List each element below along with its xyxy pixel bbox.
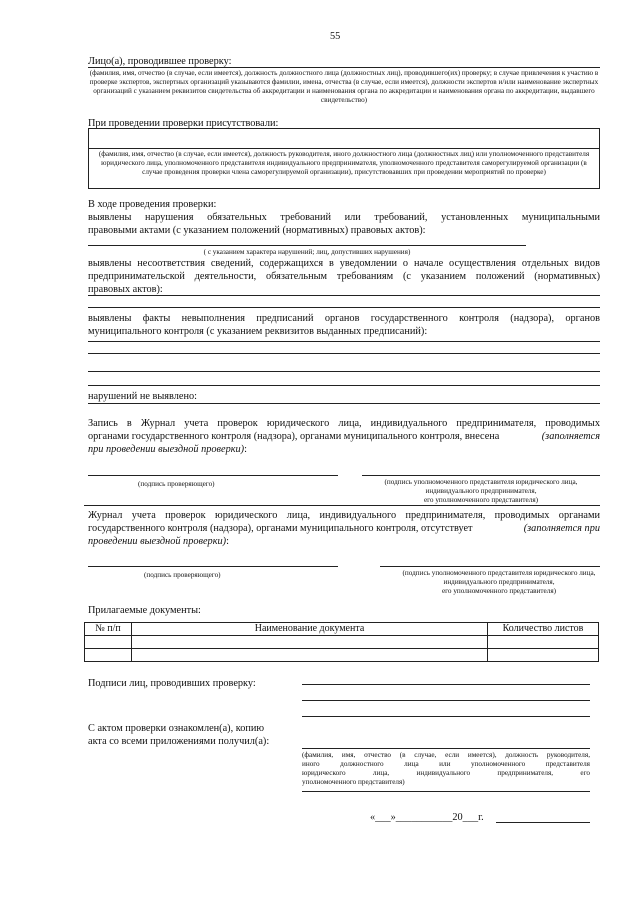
violations-line: [88, 245, 526, 246]
journal-absent-line2-text: государственного контроля (надзора), органами муниципального контроля, отсутствует: [88, 523, 473, 534]
journal-entry-sign-line-rep: [362, 475, 600, 476]
mismatch-line3: правовых актов):: [88, 284, 163, 295]
journal-absent-sign-inspector: (подпись проверяющего): [144, 571, 221, 579]
present-caption: (фамилия, имя, отчество (в случае, если имеется), должность руководителя, иного должностного лица (должностных лиц) или уполномоченного представителя юридического лица, уполномоченного представителя индивидуального предпринимателя, уполномоченного представителя саморегулируемой организации (в случае проведения проверки члена саморегулируемой организации), присутствовавших при проведении мероприятий по проверке): [98, 150, 590, 176]
table-cell: [132, 636, 488, 649]
attached-label: Прилагаемые документы:: [88, 605, 201, 616]
header-doc-name: Наименование документа: [132, 623, 488, 636]
journal-absent-sign-rep-2: индивидуального предпринимателя,: [443, 578, 555, 586]
journal-entry-line3: [88, 443, 247, 456]
acquainted-caption-4: уполномоченного представителя): [302, 778, 405, 786]
signatures-label: Подписи лиц, проводивших проверку:: [88, 678, 256, 689]
table-header-row: [85, 623, 599, 636]
journal-entry-line1: Запись в Журнал учета проверок юридического лица, индивидуального предпринимателя, проводимых: [88, 418, 600, 429]
signature-line-1: [302, 684, 590, 685]
mismatch-fill-line-2: [88, 307, 600, 308]
acquainted-line2: акта со всеми приложениями получил(а):: [88, 736, 270, 747]
acquainted-caption-3: юридического лица, индивидуального предпринимателя, его: [302, 769, 590, 777]
acquainted-caption-2: иного должностного лица или уполномоченного представителя: [302, 760, 590, 768]
journal-entry-line2: [88, 430, 600, 443]
signature-line-3: [302, 716, 590, 717]
date-line: «___»___________20___г.: [370, 812, 484, 823]
journal-absent-line3: [88, 535, 229, 548]
violations-line2: правовыми актами (с указанием положений (нормативных) правовых актов):: [88, 225, 426, 236]
table-cell: [488, 636, 599, 649]
attached-table: [84, 622, 599, 662]
acquainted-signature-line: [302, 791, 590, 792]
present-box: [88, 128, 600, 189]
table-cell: [85, 649, 132, 662]
no-violations-label: нарушений не выявлено:: [88, 391, 197, 402]
mismatch-fill-line-1: [88, 295, 600, 296]
signature-line-2: [302, 700, 590, 701]
journal-absent-line2-italic: (заполняется при: [523, 523, 600, 534]
violations-caption: ( с указанием характера нарушений; лиц, допустивших нарушения): [203, 248, 411, 256]
journal-entry-sign-line-inspector: [88, 475, 338, 476]
table-cell: [85, 636, 132, 649]
journal-absent-line2: [88, 522, 600, 535]
inspector-label: Лицо(а), проводившее проверку:: [88, 56, 232, 67]
table-row: [85, 649, 599, 662]
table-row: [85, 636, 599, 649]
journal-absent-sign-rep-3: его уполномоченного представителя): [441, 587, 557, 595]
orders-fill-line-2: [88, 353, 600, 354]
journal-absent-line3-suffix: :: [226, 536, 229, 547]
journal-absent-sign-line-rep: [380, 566, 600, 567]
table-cell: [488, 649, 599, 662]
journal-entry-line2-italic: (заполняется: [541, 431, 600, 442]
orders-line2: муниципального контроля (с указанием реквизитов выданных предписаний):: [88, 326, 428, 337]
journal-absent-sign-line-inspector: [88, 566, 338, 567]
journal-entry-sign-rep-3: его уполномоченного представителя): [423, 496, 539, 504]
journal-entry-line3-italic: при проведении выездной проверки): [88, 444, 245, 455]
orders-line1: выявлены факты невыполнения предписаний органов государственного контроля (надзора), органов: [88, 313, 600, 324]
journal-divider: [84, 505, 600, 506]
page-number: 55: [330, 31, 341, 42]
orders-fill-line-4: [88, 385, 600, 386]
date-signature-line: [496, 822, 590, 823]
present-inner-line: [89, 148, 599, 149]
acquainted-caption-1: (фамилия, имя, отчество (в случае, если имеется), должность руководителя,: [302, 751, 590, 759]
acquainted-line: [302, 748, 590, 749]
journal-entry-line2-text: органами государственного контроля (надзора), органами муниципального контроля, внесена: [88, 431, 500, 442]
orders-fill-line-1: [88, 341, 600, 342]
journal-entry-line3-suffix: :: [244, 444, 247, 455]
table-cell: [132, 649, 488, 662]
inspector-caption: (фамилия, имя, отчество (в случае, если имеется), должность должностного лица (должностных лиц), проводившего(их) проверку; в случае привлечения к участию в проверке экспертов, экспертных организаций указываются фамилии, имена, отчества (в случае, если имеется), должности экспертов и/или наименование экспертных организаций с указанием реквизитов свидетельства об аккредитации и наименования органа по аккредитации и наименования органа по аккредитации, выдавшего свидетельство): [89, 69, 599, 104]
violations-line1: выявлены нарушения обязательных требований или требований, установленных муниципальными: [88, 212, 600, 223]
journal-entry-sign-rep-1: (подпись уполномоченного представителя юридического лица,: [384, 478, 578, 486]
journal-absent-line1: Журнал учета проверок юридического лица, индивидуального предпринимателя, проводимых органами: [88, 510, 600, 521]
orders-fill-line-3: [88, 371, 600, 372]
header-number: № п/п: [85, 623, 132, 636]
header-sheet-count: Количество листов: [488, 623, 599, 636]
journal-absent-line3-italic: проведении выездной проверки): [88, 536, 227, 547]
mismatch-line2: предпринимательской деятельности, обязательным требованиям (с указанием положений (нормативных): [88, 271, 600, 282]
inspector-line: [88, 67, 600, 68]
present-label: При проведении проверки присутствовали:: [88, 118, 279, 129]
findings-intro: В ходе проведения проверки:: [88, 199, 217, 210]
journal-absent-sign-rep-1: (подпись уполномоченного представителя юридического лица,: [402, 569, 596, 577]
journal-entry-sign-inspector: (подпись проверяющего): [138, 480, 215, 488]
acquainted-line1: С актом проверки ознакомлен(а), копию: [88, 723, 265, 734]
no-violations-line: [88, 403, 600, 404]
mismatch-line1: выявлены несоответствия сведений, содержащихся в уведомлении о начале осуществления отдельных видов: [88, 258, 600, 269]
journal-entry-sign-rep-2: индивидуального предпринимателя,: [425, 487, 537, 495]
